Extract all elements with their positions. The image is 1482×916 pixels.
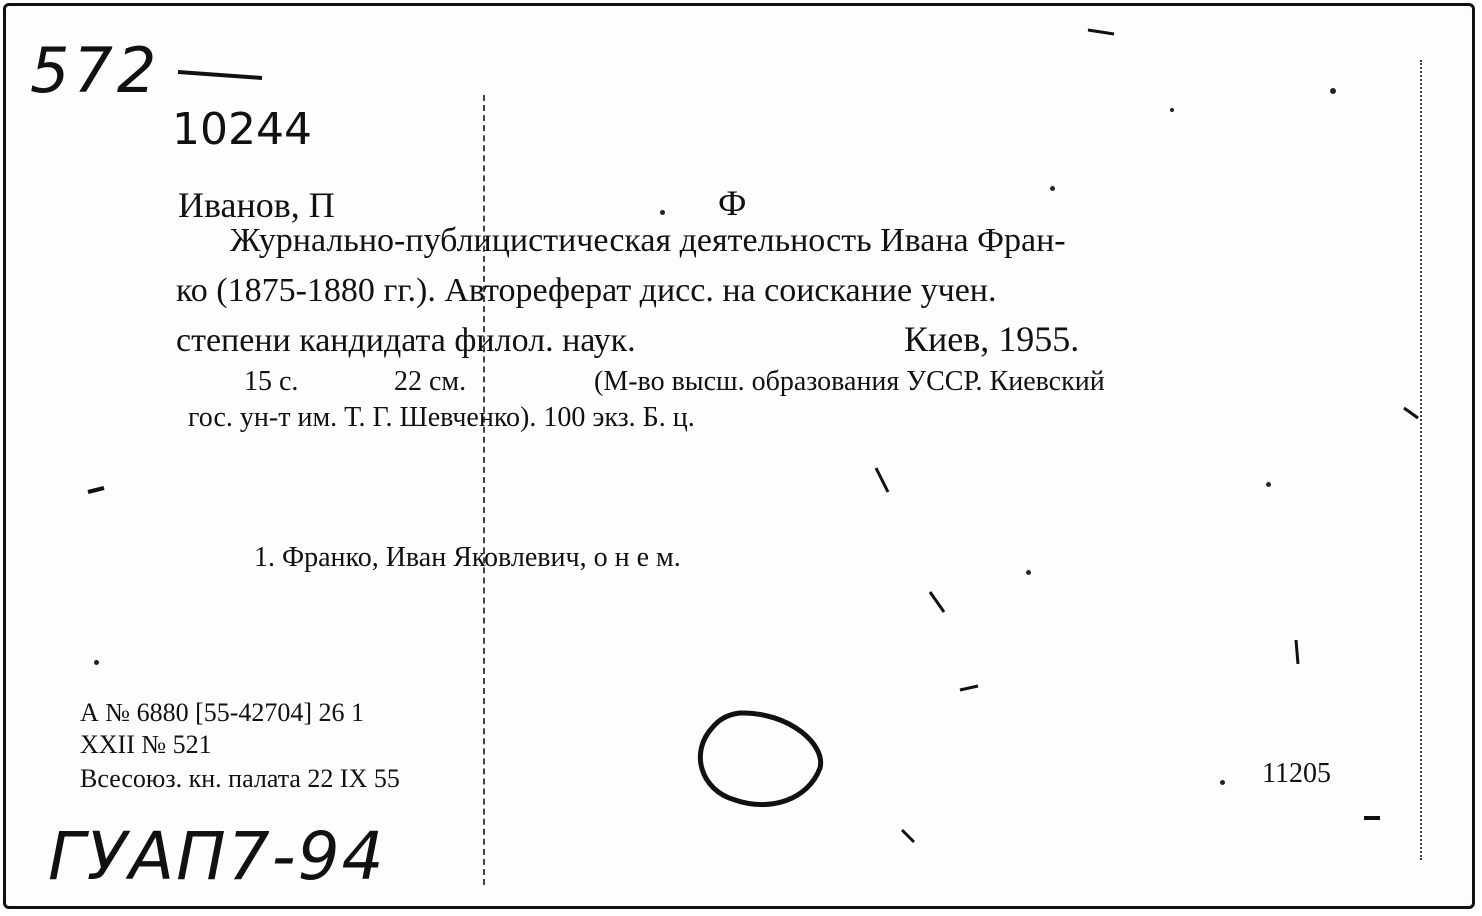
author-initial: Ф (718, 183, 747, 223)
speck (1330, 88, 1336, 94)
registry-line-3: Всесоюз. кн. палата 22 IX 55 (80, 764, 400, 793)
vertical-dashed-guide-right (1420, 60, 1422, 860)
publisher-note-line-2: гос. ун-т им. Т. Г. Шевченко). 100 экз. Б. ц. (188, 402, 695, 433)
subject-heading: 1. Франко, Иван Яковлевич, о н е м. (254, 542, 681, 573)
speck (94, 660, 99, 665)
handwritten-top-number: 572 (30, 34, 161, 107)
speck (1026, 570, 1031, 575)
speck (1170, 108, 1174, 112)
publisher-note-line-1: (М-во высш. образования УССР. Киевский (594, 366, 1105, 397)
right-number: 11205 (1262, 758, 1331, 789)
handwritten-shelfmark: ГУАП7-94 (48, 818, 386, 895)
title-line-1: Журнально-публицистическая деятельность Ивана Фран- (230, 222, 1066, 259)
speck (660, 210, 665, 215)
place-year: Киев, 1955. (904, 319, 1080, 359)
title-line-3: степени кандидата филол. наук. (176, 322, 636, 359)
speck (1220, 780, 1225, 785)
speck (1050, 186, 1055, 191)
size: 22 см. (394, 366, 467, 397)
vertical-dashed-guide-left (483, 95, 485, 885)
registry-line-2: XXII № 521 (80, 730, 212, 759)
speck (1266, 482, 1271, 487)
title-line-2: ко (1875-1880 гг.). Автореферат дисс. на соискание учен. (176, 272, 997, 309)
collation: 15 с. (244, 366, 299, 397)
registry-line-1: А № 6880 [55-42704] 26 1 (80, 698, 365, 727)
author-name: Иванов, П (178, 185, 335, 225)
handwritten-id: 10244 (172, 104, 312, 155)
